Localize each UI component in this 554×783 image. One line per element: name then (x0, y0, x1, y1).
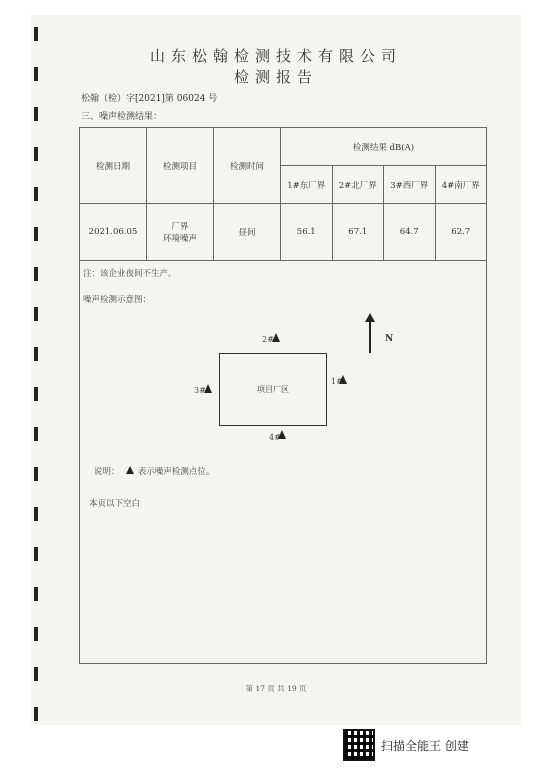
north-label: N (385, 334, 394, 344)
point-4-label: 4# (269, 433, 281, 442)
legend-marker-icon (126, 466, 134, 474)
scanner-app-credit: 扫描全能王 创建 (381, 739, 469, 753)
legend-text: 表示噪声检测点位。 (137, 467, 215, 477)
plant-area-label: 项目厂区 (257, 385, 289, 394)
binding-hole-mark (34, 667, 38, 681)
binding-hole-mark (34, 707, 38, 721)
plant-area-box (219, 353, 327, 426)
cell-item-line2: 环境噪声 (162, 234, 197, 244)
binding-hole-mark (34, 27, 38, 41)
diagram-title: 噪声检测示意图： (83, 295, 152, 305)
blank-below-note: 本页以下空白 (89, 499, 141, 509)
point-1-marker-icon (339, 375, 347, 384)
point-4-marker-icon (278, 430, 286, 439)
cell-value-4: 62.7 (435, 204, 487, 261)
header-result-group: 检测结果 dB(A) (281, 128, 487, 166)
page-number: 第 17 页 共 19 页 (245, 684, 307, 693)
cell-date: 2021.06.05 (80, 204, 147, 261)
section-heading: 三、噪声检测结果： (81, 112, 163, 122)
header-point-3: 3#西厂界 (384, 166, 436, 204)
header-point-2: 2#北厂界 (332, 166, 384, 204)
point-2-label: 2# (262, 335, 274, 344)
report-title: 检测报告 (233, 68, 318, 86)
cell-value-2: 67.1 (332, 204, 384, 261)
binding-hole-mark (34, 387, 38, 401)
point-3-marker-icon (204, 384, 212, 393)
header-date: 检测日期 (80, 128, 147, 204)
binding-hole-mark (34, 587, 38, 601)
point-3-label: 3# (194, 386, 206, 395)
binding-hole-mark (34, 467, 38, 481)
binding-hole-mark (34, 267, 38, 281)
night-note: 注：该企业夜间不生产。 (83, 269, 177, 279)
scanned-page (31, 15, 521, 725)
binding-hole-mark (34, 107, 38, 121)
header-point-4: 4#南厂界 (435, 166, 487, 204)
header-item: 检测项目 (147, 128, 214, 204)
north-arrow-shaft (369, 317, 371, 353)
binding-hole-mark (34, 227, 38, 241)
cell-item-line1: 厂界 (171, 222, 189, 232)
binding-hole-mark (34, 187, 38, 201)
point-2-marker-icon (272, 333, 280, 342)
company-name: 山东松翰检测技术有限公司 (149, 47, 402, 65)
report-reference-number: 松翰（检）字[2021]第 06024 号 (81, 94, 218, 104)
table-row (80, 204, 487, 261)
binding-hole-mark (34, 307, 38, 321)
binding-hole-mark (34, 547, 38, 561)
cell-time: 昼间 (214, 204, 281, 261)
header-point-1: 1#东厂界 (281, 166, 333, 204)
cell-item (147, 204, 214, 261)
point-1-label: 1# (331, 377, 343, 386)
legend-prefix: 说明： (94, 467, 120, 477)
binding-hole-mark (34, 627, 38, 641)
binding-hole-mark (34, 347, 38, 361)
binding-hole-mark (34, 427, 38, 441)
cell-value-1: 56.1 (281, 204, 333, 261)
legend (94, 465, 214, 477)
binding-hole-mark (34, 147, 38, 161)
binding-hole-mark (34, 507, 38, 521)
qr-code-icon (343, 729, 375, 761)
cell-value-3: 64.7 (384, 204, 436, 261)
noise-result-table (79, 127, 487, 261)
header-time: 检测时间 (214, 128, 281, 204)
